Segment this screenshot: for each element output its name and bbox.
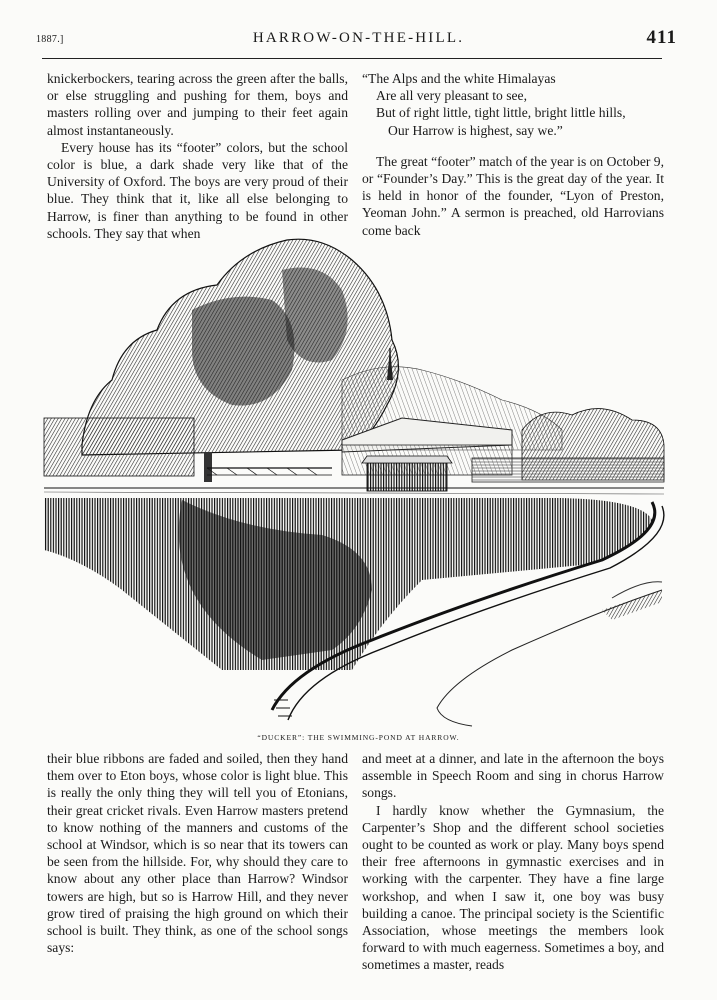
verse-line: Are all very pleasant to see, (376, 88, 527, 104)
verse-line: Our Harrow is highest, say we.” (388, 122, 563, 138)
header-year: 1887.] (36, 34, 64, 45)
paragraph: knickerbockers, tearing across the green after the balls, or else struggling and pushing for them, boys and masters rolling over and jumping to their feet again almost instantaneously. (47, 71, 348, 138)
header-rule (42, 58, 662, 59)
left-column-top (47, 70, 348, 242)
paragraph: Every house has its “footer” colors, but the school color is blue, a dark shade very like that of the University of Oxford. The boys are very proud of their blue. They think that it, like all else belonging to Harrow, is finer than anything to be found in other schools. They say that when (47, 139, 348, 241)
song-verse (362, 70, 664, 139)
figure-caption: “DUCKER”: THE SWIMMING-POND AT HARROW. (257, 733, 460, 742)
paragraph: The great “footer” match of the year is on October 9, or “Founder’s Day.” This is the great day of the year. It is held in honor of the founder, “Lyon of Preston, Yeoman John.” A sermon is preached, old Harrovians come back (362, 153, 664, 238)
page-number: 411 (646, 27, 677, 48)
paragraph: and meet at a dinner, and late in the afternoon the boys assemble in Speech Room and sing in chorus Harrow songs. (362, 751, 664, 801)
left-column-bottom (47, 750, 348, 956)
paragraph: I hardly know whether the Gymnasium, the Carpenter’s Shop and the different school societies ought to be counted as work or play. Many boys spend their free afternoons in gymnastic exercises and in working with the carpenter. They have a fine large workshop, and when I saw it, one boy was busy building a canoe. The principal society is the Scientific Association, whose meetings the members look forward to with much eagerness. Sometimes a boy, and sometimes a master, reads (362, 802, 664, 973)
page-header (0, 0, 717, 64)
verse-line: “The Alps and the white Himalayas (362, 71, 556, 86)
swimming-pond-engraving (42, 230, 666, 728)
right-column-bottom (362, 750, 664, 974)
running-title: HARROW-ON-THE-HILL. (252, 30, 465, 46)
right-column-top (362, 70, 664, 239)
verse-line: But of right little, tight little, bright little hills, (376, 105, 626, 121)
paragraph: their blue ribbons are faded and soiled, then they hand them over to Eton boys, whose color is light blue. This is really the only thing they will tell you of Etonians, their great cricket rivals. Even Harrow masters pretend to know nothing of the manners and customs of the school at Windsor, which is so near that its towers can be seen from the hillside. For, why should they care to know about any other place than Harrow? Windsor towers are high, but so is Harrow Hill, and they never grow tired of praising the high ground on which their school is built. They think, as one of the school songs says: (47, 751, 348, 956)
